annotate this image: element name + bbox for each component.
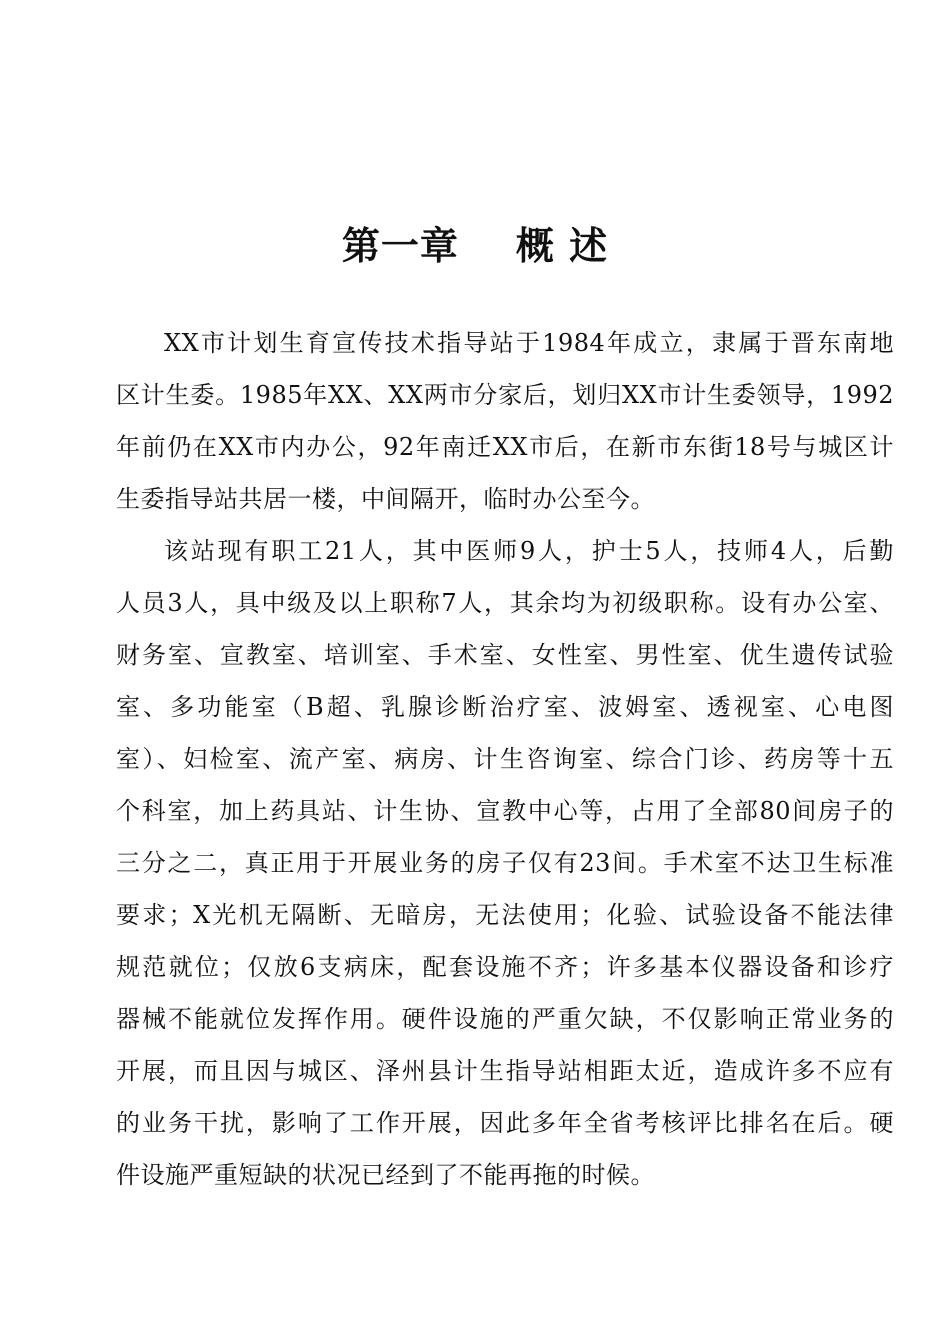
paragraph-2-line: 器械不能就位发挥作用。硬件设施的严重欠缺，不仅影响正常业务的 [116, 1005, 894, 1033]
paragraph-1-line: 年前仍在XX市内办公，92年南迁XX市后，在新市东街18号与城区计 [116, 433, 894, 461]
chapter-title: 第一章 概 述 [341, 224, 609, 268]
paragraph-2-line: 三分之二，真正用于开展业务的房子仅有23间。手术室不达卫生标准 [116, 849, 894, 877]
paragraph-2-line: 开展，而且因与城区、泽州县计生指导站相距太近，造成许多不应有 [116, 1057, 894, 1085]
paragraph-1-line: 生委指导站共居一楼，中间隔开，临时办公至今。 [116, 485, 655, 513]
paragraph-2-line: 的业务干扰，影响了工作开展，因此多年全省考核评比排名在后。硬 [116, 1109, 894, 1137]
paragraph-2-line: 规范就位；仅放6支病床，配套设施不齐；许多基本仪器设备和诊疗 [116, 953, 894, 981]
paragraph-2-line: 室）、妇检室、流产室、病房、计生咨询室、综合门诊、药房等十五 [116, 745, 894, 773]
paragraph-2-line: 该站现有职工21人，其中医师9人，护士5人，技师4人，后勤 [164, 537, 894, 565]
body-text [116, 317, 894, 1201]
paragraph-2-line: 件设施严重短缺的状况已经到了不能再拖的时候。 [116, 1161, 655, 1189]
paragraph-1-line: 区计生委。1985年XX、XX两市分家后，划归XX市计生委领导，1992 [116, 381, 894, 409]
paragraph-2-line: 要求；X光机无隔断、无暗房，无法使用；化验、试验设备不能法律 [116, 901, 894, 929]
paragraph-1-line: XX市计划生育宣传技术指导站于1984年成立，隶属于晋东南地 [164, 329, 894, 357]
paragraph-2-line: 室、多功能室（B超、乳腺诊断治疗室、波姆室、透视室、心电图 [116, 693, 894, 721]
paragraph-2-line: 财务室、宣教室、培训室、手术室、女性室、男性室、优生遗传试验 [116, 641, 894, 669]
paragraph-2-line: 人员3人，具中级及以上职称7人，其余均为初级职称。设有办公室、 [116, 589, 894, 617]
paragraph-2-line: 个科室，加上药具站、计生协、宣教中心等，占用了全部80间房子的 [116, 797, 894, 825]
